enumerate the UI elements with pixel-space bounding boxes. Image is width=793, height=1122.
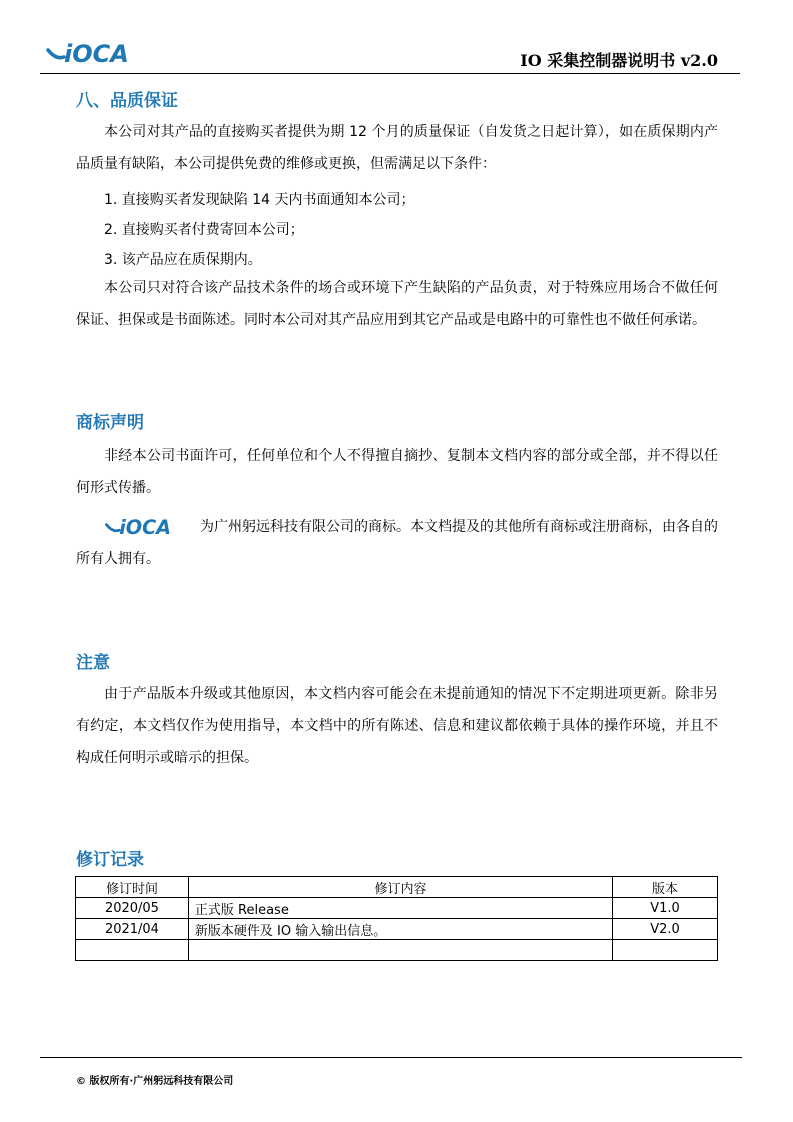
ioca-inline-logo xyxy=(104,515,200,539)
trademark-brand-text: 为广州躬远科技有限公司的商标。本文档提及的其他所有商标或注册商标，由各自的所有人拥有。 xyxy=(76,519,718,567)
warranty-condition-1: 1. 直接购买者发现缺陷 14 天内书面通知本公司； xyxy=(104,192,415,208)
revision-version xyxy=(613,940,718,961)
column-header-content: 修订内容 xyxy=(188,877,612,898)
revision-content: 新版本硬件及 IO 输入输出信息。 xyxy=(188,919,612,940)
notice-heading: 注意 xyxy=(76,653,110,673)
revision-version: V1.0 xyxy=(613,898,718,919)
trademark-brand-statement xyxy=(76,511,718,575)
page-header xyxy=(40,36,740,74)
table-row xyxy=(76,898,718,919)
table-row xyxy=(76,919,718,940)
notice-paragraph: 由于产品版本升级或其他原因，本文档内容可能会在未提前通知的情况下不定期进项更新。除非另有约定，本文档仅作为使用指导，本文档中的所有陈述、信息和建议都依赖于具体的操作环境，并且不构成任何明示或暗示的担保。 xyxy=(76,686,718,766)
revision-heading: 修订记录 xyxy=(76,850,144,870)
trademark-paragraph: 非经本公司书面许可，任何单位和个人不得擅自摘抄、复制本文档内容的部分或全部，并不得以任何形式传播。 xyxy=(76,448,718,496)
header-divider xyxy=(40,73,740,74)
svg-text:iOCA: iOCA xyxy=(64,40,129,68)
revision-content: 正式版 Release xyxy=(188,898,612,919)
revision-version: V2.0 xyxy=(613,919,718,940)
ioca-logo xyxy=(46,38,164,68)
revision-date: 2021/04 xyxy=(76,919,189,940)
revision-date xyxy=(76,940,189,961)
warranty-condition-2: 2. 直接购买者付费寄回本公司； xyxy=(104,222,304,238)
footer-divider xyxy=(40,1057,742,1058)
revision-date: 2020/05 xyxy=(76,898,189,919)
warranty-disclaimer: 本公司只对符合该产品技术条件的场合或环境下产生缺陷的产品负责，对于特殊应用场合不做任何保证、担保或是书面陈述。同时本公司对其产品应用到其它产品或是电路中的可靠性也不做任何承诺。 xyxy=(76,280,718,328)
revision-table xyxy=(75,876,718,961)
svg-text:iOCA: iOCA xyxy=(119,516,172,539)
trademark-heading: 商标声明 xyxy=(76,413,144,433)
column-header-date: 修订时间 xyxy=(76,877,189,898)
table-row xyxy=(76,940,718,961)
warranty-condition-3: 3. 该产品应在质保期内。 xyxy=(104,252,262,268)
warranty-heading: 八、品质保证 xyxy=(76,91,178,111)
column-header-version: 版本 xyxy=(613,877,718,898)
document-title: IO 采集控制器说明书 v2.0 xyxy=(520,51,718,70)
warranty-intro: 本公司对其产品的直接购买者提供为期 12 个月的质量保证（自发货之日起计算），如在质保期内产品质量有缺陷，本公司提供免费的维修或更换，但需满足以下条件： xyxy=(76,124,718,172)
revision-content xyxy=(188,940,612,961)
footer-copyright: © 版权所有·广州躬远科技有限公司 xyxy=(76,1076,234,1087)
table-header-row xyxy=(76,877,718,898)
